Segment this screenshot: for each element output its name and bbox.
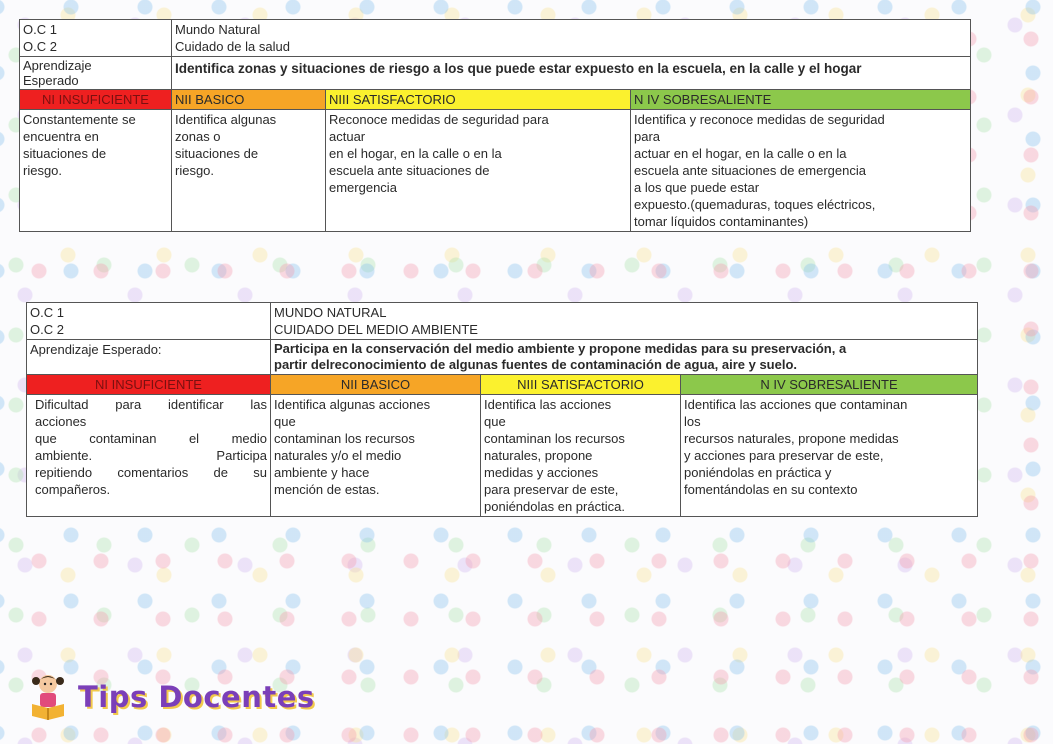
- aprendizaje-row: [20, 57, 971, 90]
- levels-row: [20, 90, 971, 110]
- level-insuficiente: NI INSUFICIENTE: [20, 90, 172, 110]
- desc-line: medidas y acciones: [484, 465, 599, 480]
- desc-sobresaliente: [681, 395, 978, 517]
- desc-line: encuentra en: [23, 129, 99, 144]
- aprendizaje-label: Aprendizaje Esperado:: [27, 340, 271, 375]
- aprendizaje-value: Identifica zonas y situaciones de riesgo a los que puede estar expuesto en la escuela, en la calle y el hogar: [172, 57, 971, 90]
- oc2-label: O.C 2: [23, 39, 57, 54]
- desc-line: escuela ante situaciones de: [329, 163, 490, 178]
- level-sobresaliente: N IV SOBRESALIENTE: [681, 375, 978, 395]
- desc-line: fomentándolas en su contexto: [684, 482, 858, 497]
- aprendizaje-label: [20, 57, 172, 90]
- desc-line: compañeros.: [35, 482, 111, 497]
- desc-line: acciones: [35, 414, 87, 429]
- desc-line: naturales, propone: [484, 448, 593, 463]
- oc-values: [271, 303, 978, 340]
- oc2-value: Cuidado de la salud: [175, 39, 290, 54]
- aprendizaje-label-line: Esperado: [23, 73, 79, 88]
- rubric-table-medio-ambiente: [26, 302, 978, 517]
- desc-line: Identifica algunas: [175, 112, 277, 127]
- desc-line: escuela ante situaciones de emergencia: [634, 163, 866, 178]
- desc-line: los: [684, 414, 701, 429]
- desc-line: en el hogar, en la calle o en la: [329, 146, 502, 161]
- desc-line: recursos naturales, propone medidas: [684, 431, 899, 446]
- desc-line: que: [484, 414, 506, 429]
- desc-satisfactorio: [481, 395, 681, 517]
- oc1-value: MUNDO NATURAL: [274, 305, 387, 320]
- kid-reading-icon: [28, 672, 68, 722]
- aprendizaje-value: [271, 340, 978, 375]
- aprendizaje-line: Participa en la conservación del medio ambiente y propone medidas para su preservación, a: [274, 341, 847, 356]
- desc-line: zonas o: [175, 129, 221, 144]
- desc-line: poniéndolas en práctica y: [684, 465, 832, 480]
- desc-line: expuesto.(quemaduras, toques eléctricos,: [634, 197, 876, 212]
- desc-line: mención de estas.: [274, 482, 380, 497]
- levels-row: [27, 375, 978, 395]
- desc-line: riesgo.: [175, 163, 215, 178]
- logo-text: Tips Docentes: [78, 680, 315, 714]
- desc-line: situaciones de: [175, 146, 259, 161]
- desc-insuficiente: [27, 395, 271, 517]
- desc-line: actuar: [329, 129, 366, 144]
- level-basico: NII BASICO: [172, 90, 326, 110]
- oc-values: [172, 20, 971, 57]
- desc-basico: [172, 110, 326, 232]
- desc-satisfactorio: [326, 110, 631, 232]
- desc-line: a los que puede estar: [634, 180, 760, 195]
- desc-line: contaminan los recursos: [274, 431, 415, 446]
- level-sobresaliente: N IV SOBRESALIENTE: [631, 90, 971, 110]
- desc-basico: [271, 395, 481, 517]
- aprendizaje-line: partir delreconocimiento de algunas fuentes de contaminación de agua, aire y suelo.: [274, 357, 798, 372]
- desc-line: situaciones de: [23, 146, 107, 161]
- desc-line: que contaminan el medio: [35, 431, 267, 446]
- desc-line: tomar líquidos contaminantes): [634, 214, 809, 229]
- oc2-value: CUIDADO DEL MEDIO AMBIENTE: [274, 322, 478, 337]
- oc-row: [20, 20, 971, 57]
- descriptors-row: [20, 110, 971, 232]
- desc-line: y acciones para preservar de este,: [684, 448, 884, 463]
- level-satisfactorio: NIII SATISFACTORIO: [481, 375, 681, 395]
- desc-line: Identifica las acciones: [484, 397, 612, 412]
- desc-line: actuar en el hogar, en la calle o en la: [634, 146, 847, 161]
- desc-line: Dificultad para identificar las: [35, 397, 267, 412]
- oc1-value: Mundo Natural: [175, 22, 261, 37]
- oc1-label: O.C 1: [30, 305, 64, 320]
- oc-labels: [20, 20, 172, 57]
- aprendizaje-label-line: Aprendizaje: [23, 58, 92, 73]
- desc-line: Identifica las acciones que contaminan: [684, 397, 908, 412]
- desc-line: emergencia: [329, 180, 397, 195]
- desc-line: que: [274, 414, 296, 429]
- desc-line: Identifica algunas acciones: [274, 397, 431, 412]
- desc-line: Constantemente se: [23, 112, 136, 127]
- desc-line: poniéndolas en práctica.: [484, 499, 625, 514]
- desc-line: Reconoce medidas de seguridad para: [329, 112, 549, 127]
- rubric-table-salud: [19, 19, 971, 232]
- level-insuficiente: NI INSUFICIENTE: [27, 375, 271, 395]
- desc-line: Identifica y reconoce medidas de seguridad: [634, 112, 885, 127]
- desc-sobresaliente: [631, 110, 971, 232]
- desc-insuficiente: [20, 110, 172, 232]
- desc-line: para: [634, 129, 661, 144]
- aprendizaje-row: [27, 340, 978, 375]
- descriptors-row: [27, 395, 978, 517]
- desc-line: ambiente. Participa: [35, 448, 267, 463]
- desc-line: naturales y/o el medio: [274, 448, 402, 463]
- tips-docentes-logo: [28, 672, 328, 722]
- oc-labels: [27, 303, 271, 340]
- desc-line: repitiendo comentarios de su: [35, 465, 267, 480]
- desc-line: contaminan los recursos: [484, 431, 625, 446]
- desc-line: ambiente y hace: [274, 465, 370, 480]
- level-basico: NII BASICO: [271, 375, 481, 395]
- desc-line: para preservar de este,: [484, 482, 619, 497]
- desc-line: riesgo.: [23, 163, 63, 178]
- oc-row: [27, 303, 978, 340]
- level-satisfactorio: NIII SATISFACTORIO: [326, 90, 631, 110]
- oc2-label: O.C 2: [30, 322, 64, 337]
- oc1-label: O.C 1: [23, 22, 57, 37]
